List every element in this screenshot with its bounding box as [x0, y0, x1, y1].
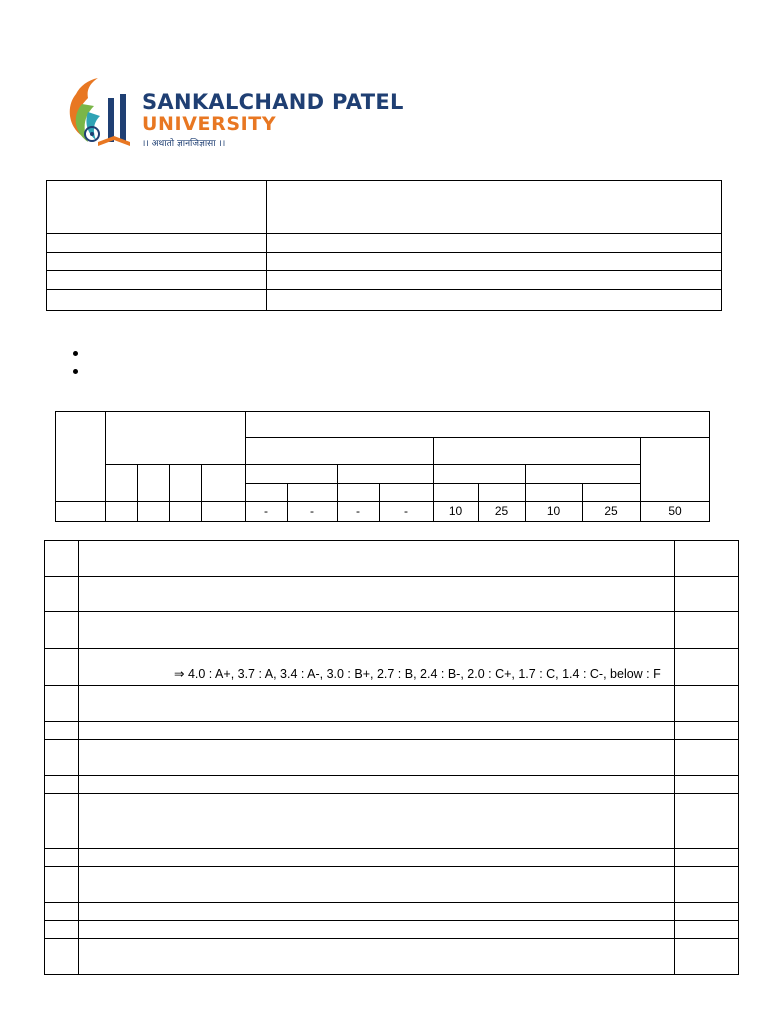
marks-cell: - — [356, 504, 360, 518]
logo-motto: ।। अथातो ज्ञानजिज्ञासा ।। — [142, 139, 226, 149]
university-emblem-icon — [62, 76, 142, 152]
grading-scale-note: ⇒ 4.0 : A+, 3.7 : A, 3.4 : A-, 3.0 : B+, 2.7 : B, 2.4 : B-, 2.0 : C+, 1.7 : C, 1.4 : C-, below : F — [174, 667, 661, 681]
logo-name-line2: UNIVERSITY — [142, 113, 277, 135]
marks-cell: 25 — [494, 504, 509, 518]
marks-cell: - — [264, 504, 268, 518]
bullet-point — [73, 351, 78, 356]
bullet-point — [73, 369, 78, 374]
logo-name-line1: SANKALCHAND PATEL — [142, 90, 404, 114]
marks-cell: 50 — [668, 504, 682, 518]
marks-cell: 10 — [546, 504, 561, 518]
marks-cell: 10 — [448, 504, 463, 518]
marks-cell: - — [310, 504, 314, 518]
marks-cell: 25 — [604, 504, 618, 518]
marks-cell: - — [404, 504, 408, 518]
